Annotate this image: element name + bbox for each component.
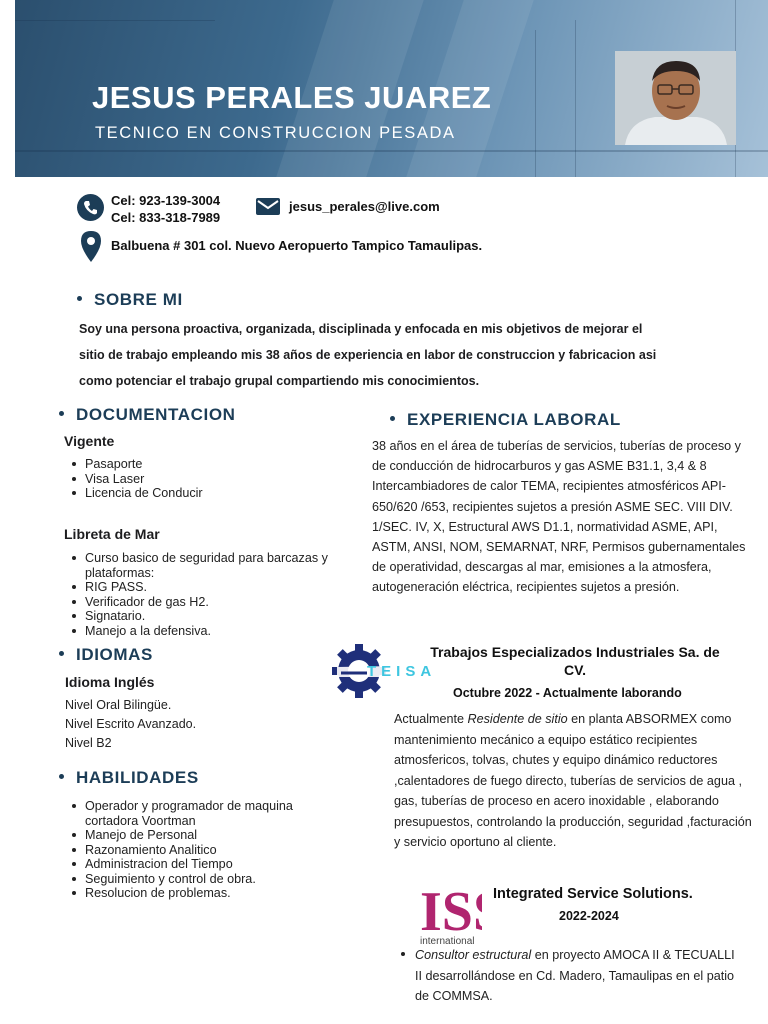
skills-list — [64, 799, 344, 901]
list-item: Curso basico de seguridad para barcazas y plataformas: — [64, 551, 354, 580]
list-item: Visa Laser — [64, 472, 344, 487]
phone-secondary[interactable]: Cel: 833-318-7989 — [111, 210, 221, 225]
libreta-list — [64, 551, 354, 638]
map-pin-icon — [81, 231, 101, 262]
language-level-oral: Nivel Oral Bilingüe. — [65, 698, 172, 712]
iss-logo-sub: international — [420, 936, 475, 946]
job-role-iss: Consultor estructural — [415, 948, 532, 962]
list-item: Pasaporte — [64, 457, 344, 472]
job-period-teisa: Octubre 2022 - Actualmente laborando — [453, 686, 682, 700]
job-period-iss: 2022-2024 — [559, 909, 619, 923]
list-item: Verificador de gas H2. — [64, 595, 354, 610]
section-title-about: SOBRE MI — [77, 290, 183, 310]
job-description-teisa: Actualmente Residente de sitio en planta ABSORMEX como mantenimiento mecánico a equipo estático recipientes atmosfericos, tolvas, chutes y equipo dinámico reductores ,calentadores de fuego directo, tuberías de servicios de agua , gas, tuberías de proceso en acero inoxidable , elaborando presupuestos, controlando la producción, seguridad ,facturación y servicio oportuno al cliente. — [394, 712, 752, 849]
section-title-documentation: DOCUMENTACION — [59, 405, 236, 425]
list-item: Licencia de Conducir — [64, 486, 344, 501]
email-link[interactable]: jesus_perales@live.com — [289, 199, 440, 214]
list-item: RIG PASS. — [64, 580, 354, 595]
iss-logo — [418, 876, 482, 946]
company-name-teisa: Trabajos Especializados Industriales Sa. de CV. — [430, 644, 720, 678]
section-title-experience: EXPERIENCIA LABORAL — [390, 410, 621, 430]
language-level-written: Nivel Escrito Avanzado. — [65, 717, 197, 731]
vigente-list — [64, 457, 344, 501]
header-banner — [15, 0, 768, 177]
list-item: Manejo a la defensiva. — [64, 624, 354, 639]
experience-summary: 38 años en el área de tuberías de servicios, tuberías de proceso y de conducción de hidrocarburos y gas ASME B31.1, 3,4 & 8 Intercambiadores de calor TEMA, recipientes atmosféricos API-650/620 /653, recipientes sujetos a presión ASME SEC. VIII DIV. 1/SEC. IV, X, Estructural AWS D1.1, normatividad ASME, API, ASTM, ANSI, NOM, SEMARNAT, NRF, Permisos gubernamentales de operatividad, descargas al mar, emisiones a la atmosfera, autogeneración eléctrica, recipientes sujetos a presión. — [372, 439, 746, 595]
candidate-name: JESUS PERALES JUAREZ — [92, 80, 492, 115]
list-item: Razonamiento Analitico — [64, 843, 344, 858]
job-role-teisa: Residente de sitio — [467, 712, 568, 726]
address: Balbuena # 301 col. Nuevo Aeropuerto Tampico Tamaulipas. — [111, 238, 483, 253]
iss-logo-text: IS — [420, 881, 473, 943]
teisa-logo-text: TEISA — [367, 663, 437, 680]
job-description-iss: Consultor estructural en proyecto AMOCA II & TECUALLI II desarrollándose en Cd. Madero, Tamaulipas en el patio de COMMSA. — [415, 945, 735, 1007]
candidate-title: TECNICO EN CONSTRUCCION PESADA — [95, 124, 456, 142]
libreta-label: Libreta de Mar — [64, 526, 160, 542]
list-item: Signatario. — [64, 609, 354, 624]
phone-primary[interactable]: Cel: 923-139-3004 — [111, 193, 221, 208]
about-text: Soy una persona proactiva, organizada, disciplinada y enfocada en mis objetivos de mejorar el sitio de trabajo empleando mis 38 años de experiencia en labor de construccion y fabricacion asi como potenciar el trabajo grupal compartiendo mis conocimientos. — [79, 322, 657, 388]
language-subtitle: Idioma Inglés — [65, 674, 155, 690]
section-title-languages: IDIOMAS — [59, 645, 153, 665]
list-item: Resolucion de problemas. — [64, 886, 344, 901]
list-item: Administracion del Tiempo — [64, 857, 344, 872]
phone-icon — [77, 194, 104, 221]
company-name-iss: Integrated Service Solutions. — [493, 886, 693, 902]
envelope-icon — [256, 198, 280, 215]
list-item: Operador y programador de maquina cortadora Voortman — [64, 799, 344, 828]
vigente-label: Vigente — [64, 433, 115, 449]
profile-photo — [615, 51, 736, 145]
list-item: Seguimiento y control de obra. — [64, 872, 344, 887]
language-level-cefr: Nivel B2 — [65, 736, 112, 750]
list-item: Manejo de Personal — [64, 828, 344, 843]
section-title-skills: HABILIDADES — [59, 768, 199, 788]
